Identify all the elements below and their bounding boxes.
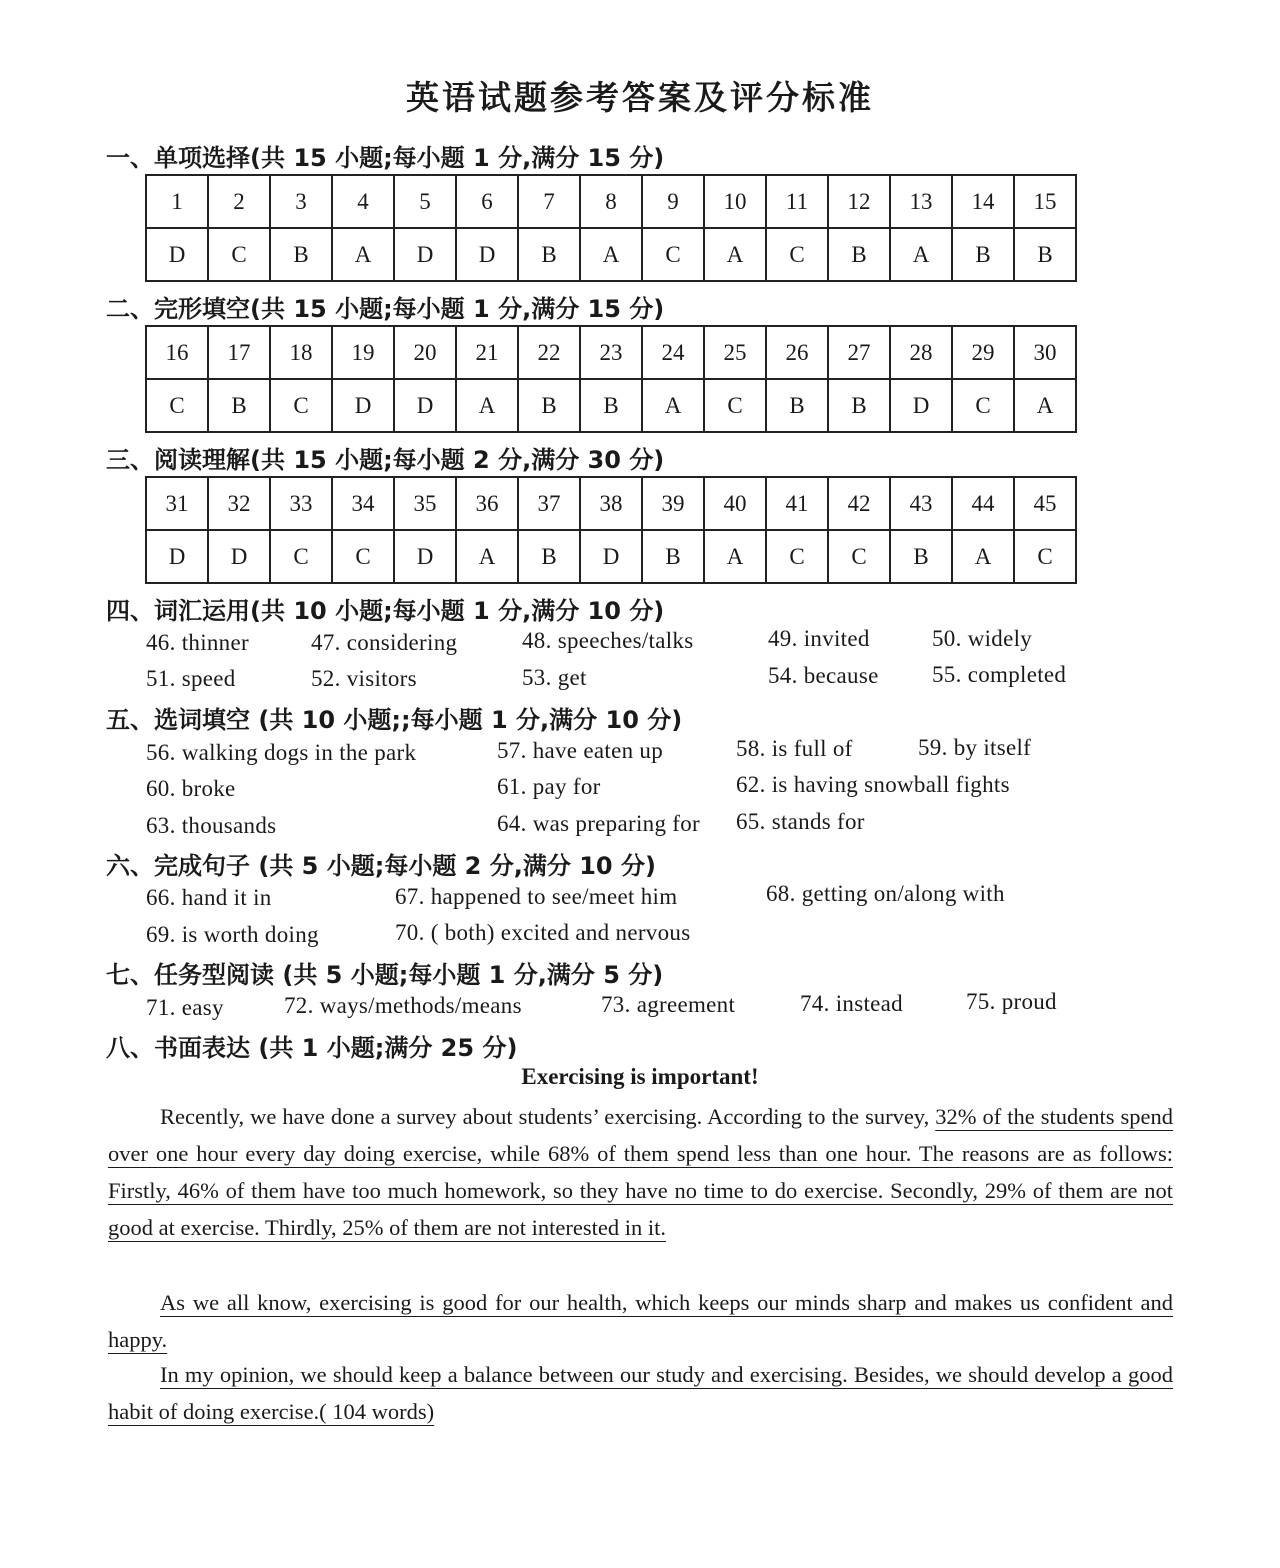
answer-item: 67. happened to see/meet him: [395, 884, 678, 909]
question-number-cell: 42: [828, 477, 890, 530]
answer-item: 60. broke: [146, 776, 236, 801]
section-heading-3: 三、阅读理解(共 15 小题;每小题 2 分,满分 30 分): [106, 446, 665, 474]
question-number-cell: 28: [890, 326, 952, 379]
answer-item: 51. speed: [146, 666, 236, 691]
answer-cell: D: [394, 379, 456, 432]
answer-cell: C: [766, 228, 828, 281]
question-number-cell: 18: [270, 326, 332, 379]
answer-cell: B: [580, 379, 642, 432]
question-number-cell: 3: [270, 175, 332, 228]
answer-cell: A: [456, 530, 518, 583]
table-number-row: [146, 326, 1076, 379]
question-number-cell: 1: [146, 175, 208, 228]
answer-cell: C: [208, 228, 270, 281]
answer-table-1: [145, 174, 1077, 282]
answer-cell: B: [890, 530, 952, 583]
answer-item: 66. hand it in: [146, 885, 272, 910]
table-answer-row: [146, 228, 1076, 281]
answer-cell: A: [642, 379, 704, 432]
answer-item: 55. completed: [932, 662, 1067, 687]
answer-cell: A: [332, 228, 394, 281]
question-number-cell: 17: [208, 326, 270, 379]
answer-item: 46. thinner: [146, 630, 249, 655]
answer-cell: B: [518, 530, 580, 583]
section-heading-6: 六、完成句子 (共 5 小题;每小题 2 分,满分 10 分): [106, 852, 656, 880]
question-number-cell: 27: [828, 326, 890, 379]
answer-item: 62. is having snowball fights: [736, 772, 1010, 797]
essay-paragraph-3: [108, 1356, 1173, 1430]
answer-cell: B: [518, 379, 580, 432]
essay-paragraph-2: [108, 1284, 1173, 1358]
question-number-cell: 19: [332, 326, 394, 379]
answer-item: 59. by itself: [918, 735, 1032, 760]
answer-item: 73. agreement: [601, 992, 736, 1017]
answer-cell: A: [704, 530, 766, 583]
essay-p1-underlined: 32% of the students spend over one hour every day doing exercise, while 68% of them spend less than one hour. The reasons are as follows: Firstly, 46% of them have too much homework, so they have no time to do exercise. Secondly, 29% of them are not good at exercise. Thirdly, 25% of them are not interested in it.: [108, 1104, 1174, 1240]
answer-item: 54. because: [768, 663, 879, 688]
answer-item: 56. walking dogs in the park: [146, 740, 417, 765]
question-number-cell: 39: [642, 477, 704, 530]
answer-table-2: [145, 325, 1077, 433]
section-heading-2: 二、完形填空(共 15 小题;每小题 1 分,满分 15 分): [106, 295, 665, 323]
question-number-cell: 40: [704, 477, 766, 530]
answer-cell: C: [704, 379, 766, 432]
answer-item: 75. proud: [966, 989, 1057, 1014]
question-number-cell: 43: [890, 477, 952, 530]
question-number-cell: 7: [518, 175, 580, 228]
question-number-cell: 15: [1014, 175, 1076, 228]
answer-cell: B: [1014, 228, 1076, 281]
answer-cell: B: [828, 228, 890, 281]
question-number-cell: 29: [952, 326, 1014, 379]
answer-cell: A: [1014, 379, 1076, 432]
question-number-cell: 44: [952, 477, 1014, 530]
essay-title: Exercising is important!: [521, 1064, 759, 1089]
answer-item: 53. get: [522, 665, 587, 690]
page-title: 英语试题参考答案及评分标准: [406, 78, 874, 117]
answer-item: 68. getting on/along with: [766, 881, 1005, 906]
table-number-row: [146, 477, 1076, 530]
answer-cell: B: [766, 379, 828, 432]
answer-cell: C: [952, 379, 1014, 432]
answer-cell: D: [394, 228, 456, 281]
answer-cell: D: [208, 530, 270, 583]
question-number-cell: 37: [518, 477, 580, 530]
answer-cell: C: [828, 530, 890, 583]
question-number-cell: 34: [332, 477, 394, 530]
question-number-cell: 23: [580, 326, 642, 379]
section-heading-1: 一、单项选择(共 15 小题;每小题 1 分,满分 15 分): [106, 144, 665, 172]
answer-item: 72. ways/methods/means: [284, 993, 522, 1018]
answer-cell: C: [1014, 530, 1076, 583]
answer-item: 57. have eaten up: [497, 738, 664, 763]
question-number-cell: 21: [456, 326, 518, 379]
answer-item: 49. invited: [768, 626, 870, 651]
answer-item: 52. visitors: [311, 666, 417, 691]
answer-cell: A: [456, 379, 518, 432]
question-number-cell: 32: [208, 477, 270, 530]
section-heading-8: 八、书面表达 (共 1 小题;满分 25 分): [106, 1034, 518, 1062]
question-number-cell: 16: [146, 326, 208, 379]
question-number-cell: 2: [208, 175, 270, 228]
question-number-cell: 33: [270, 477, 332, 530]
answer-item: 47. considering: [311, 630, 458, 655]
question-number-cell: 4: [332, 175, 394, 228]
answer-cell: B: [518, 228, 580, 281]
answer-item: 71. easy: [146, 995, 224, 1020]
section-heading-5: 五、选词填空 (共 10 小题;;每小题 1 分,满分 10 分): [106, 706, 683, 734]
answer-item: 64. was preparing for: [497, 811, 701, 836]
answer-cell: D: [580, 530, 642, 583]
essay-p1-lead: Recently, we have done a survey about students’ exercising. According to the survey,: [160, 1104, 936, 1129]
answer-cell: B: [270, 228, 332, 281]
answer-cell: A: [952, 530, 1014, 583]
question-number-cell: 45: [1014, 477, 1076, 530]
question-number-cell: 41: [766, 477, 828, 530]
table-answer-row: [146, 530, 1076, 583]
question-number-cell: 14: [952, 175, 1014, 228]
answer-item: 50. widely: [932, 626, 1033, 651]
question-number-cell: 31: [146, 477, 208, 530]
question-number-cell: 22: [518, 326, 580, 379]
answer-item: 48. speeches/talks: [522, 628, 694, 653]
question-number-cell: 36: [456, 477, 518, 530]
question-number-cell: 25: [704, 326, 766, 379]
answer-cell: D: [146, 530, 208, 583]
table-number-row: [146, 175, 1076, 228]
answer-cell: C: [146, 379, 208, 432]
answer-item: 65. stands for: [736, 809, 865, 834]
answer-item: 61. pay for: [497, 774, 601, 799]
question-number-cell: 8: [580, 175, 642, 228]
question-number-cell: 24: [642, 326, 704, 379]
answer-cell: A: [890, 228, 952, 281]
question-number-cell: 10: [704, 175, 766, 228]
table-answer-row: [146, 379, 1076, 432]
answer-cell: C: [332, 530, 394, 583]
essay-p3-text: In my opinion, we should keep a balance between our study and exercising. Besides, we should develop a good habit of doing exercise.( 104 words): [108, 1362, 1173, 1424]
section-heading-4: 四、词汇运用(共 10 小题;每小题 1 分,满分 10 分): [106, 597, 665, 625]
answer-cell: A: [704, 228, 766, 281]
answer-cell: B: [208, 379, 270, 432]
answer-cell: C: [642, 228, 704, 281]
question-number-cell: 20: [394, 326, 456, 379]
answer-cell: D: [146, 228, 208, 281]
question-number-cell: 9: [642, 175, 704, 228]
section-heading-7: 七、任务型阅读 (共 5 小题;每小题 1 分,满分 5 分): [106, 961, 664, 989]
question-number-cell: 13: [890, 175, 952, 228]
answer-item: 58. is full of: [736, 736, 853, 761]
answer-item: 74. instead: [800, 991, 903, 1016]
essay-p2-text: As we all know, exercising is good for our health, which keeps our minds sharp and makes us confident and happy.: [108, 1290, 1173, 1352]
question-number-cell: 11: [766, 175, 828, 228]
answer-table-3: [145, 476, 1077, 584]
answer-cell: A: [580, 228, 642, 281]
answer-item: 70. ( both) excited and nervous: [395, 920, 691, 945]
essay-paragraph-1: [108, 1098, 1173, 1246]
answer-item: 69. is worth doing: [146, 922, 319, 947]
question-number-cell: 35: [394, 477, 456, 530]
answer-item: 63. thousands: [146, 813, 277, 838]
question-number-cell: 6: [456, 175, 518, 228]
answer-cell: B: [952, 228, 1014, 281]
answer-cell: D: [394, 530, 456, 583]
answer-cell: D: [332, 379, 394, 432]
question-number-cell: 30: [1014, 326, 1076, 379]
answer-cell: B: [828, 379, 890, 432]
answer-cell: D: [890, 379, 952, 432]
answer-cell: B: [642, 530, 704, 583]
answer-cell: D: [456, 228, 518, 281]
answer-cell: C: [270, 379, 332, 432]
answer-cell: C: [766, 530, 828, 583]
question-number-cell: 26: [766, 326, 828, 379]
question-number-cell: 38: [580, 477, 642, 530]
answer-cell: C: [270, 530, 332, 583]
question-number-cell: 12: [828, 175, 890, 228]
question-number-cell: 5: [394, 175, 456, 228]
